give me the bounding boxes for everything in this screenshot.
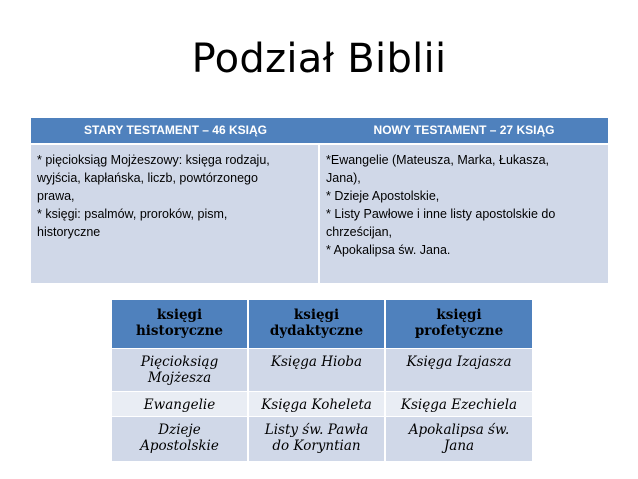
testaments-header-row — [31, 118, 608, 143]
table-cell: Listy św. Pawła do Koryntian — [249, 417, 385, 461]
table-row — [112, 392, 532, 416]
table-row — [112, 349, 532, 391]
header-historical: księgi historyczne — [112, 300, 248, 348]
table-cell: Dzieje Apostolskie — [112, 417, 248, 461]
table-cell: Księga Ezechiela — [386, 392, 532, 416]
table-cell: Apokalipsa św. Jana — [386, 417, 532, 461]
new-testament-content: *Ewangelie (Mateusza, Marka, Łukasza, Jana), * Dzieje Apostolskie, * Listy Pawłowe i inne listy apostolskie do chrześcijan, * Apokalipsa św. Jana. — [320, 145, 608, 283]
page-title: Podział Biblii — [191, 36, 447, 82]
table-cell: Ewangelie — [112, 392, 248, 416]
table-row — [112, 417, 532, 461]
header-didactic: księgi dydaktyczne — [249, 300, 385, 348]
old-testament-header: STARY TESTAMENT – 46 KSIĄG — [84, 123, 267, 137]
table-cell: Księga Izajasza — [386, 349, 532, 391]
table-cell: Pięcioksiąg Mojżesza — [112, 349, 248, 391]
table-cell: Księga Hioba — [249, 349, 385, 391]
table-cell: Księga Koheleta — [249, 392, 385, 416]
books-header-row — [112, 300, 532, 348]
header-prophetic: księgi profetyczne — [386, 300, 532, 348]
testaments-body-row — [31, 145, 608, 283]
old-testament-content: * pięcioksiąg Mojżeszowy: księga rodzaju, wyjścia, kapłańska, liczb, powtórzonego prawa, * księgi: psalmów, proroków, pism, historyczne — [31, 145, 318, 283]
new-testament-header: NOWY TESTAMENT – 27 KSIĄG — [373, 123, 555, 137]
